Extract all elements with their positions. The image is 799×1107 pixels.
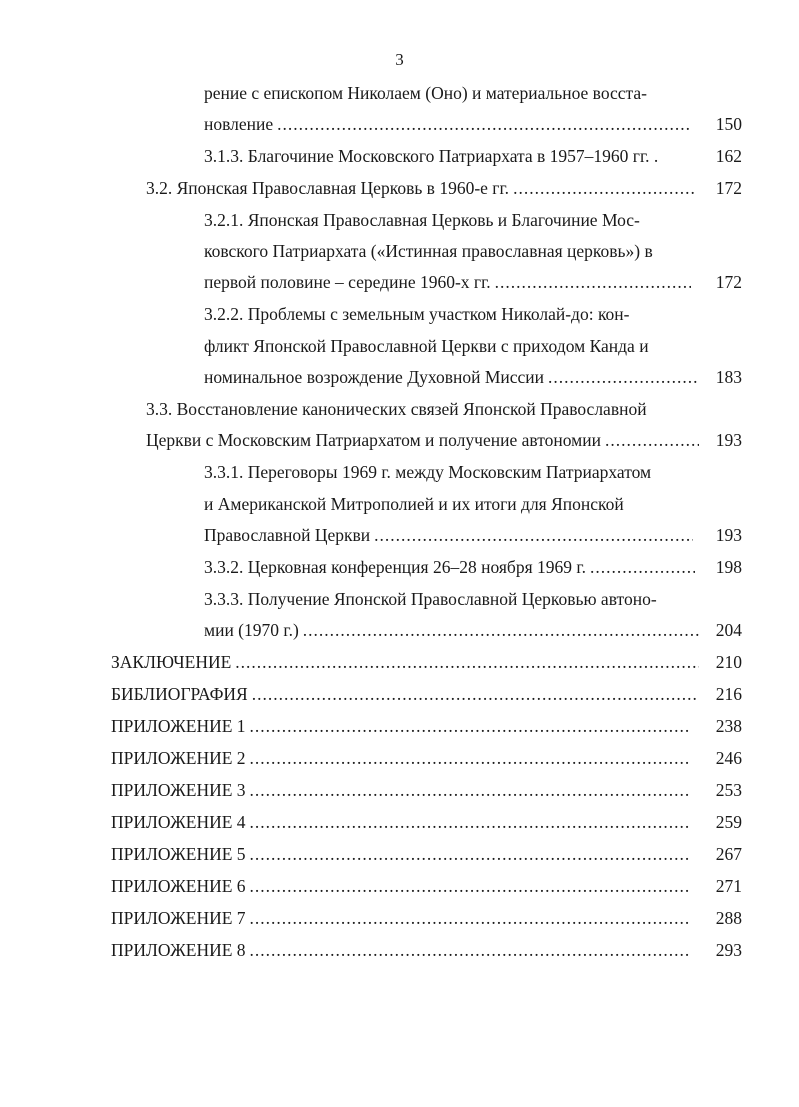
toc-entry-appendix[interactable] <box>0 775 799 806</box>
toc-page-number: 172 <box>715 272 742 292</box>
toc-page-number: 198 <box>715 557 742 577</box>
toc-entry-title: новление <box>204 114 274 134</box>
toc-entry-title: 3.1.3. Благочиние Московского Патриархата в 1957–1960 гг. . <box>204 146 659 166</box>
toc-entry-title: ПРИЛОЖЕНИЕ 3 <box>111 780 246 800</box>
toc-page-number: 210 <box>715 652 742 672</box>
toc-entry-title: ПРИЛОЖЕНИЕ 4 <box>111 812 246 832</box>
toc-entry-title: ПРИЛОЖЕНИЕ 1 <box>111 716 246 736</box>
toc-entry-appendix[interactable] <box>0 935 799 966</box>
toc-entry-title: ПРИЛОЖЕНИЕ 7 <box>111 908 246 928</box>
toc-entry[interactable] <box>0 141 799 172</box>
toc-entry-appendix[interactable] <box>0 711 799 742</box>
toc-entry-title: мии (1970 г.) <box>204 620 299 640</box>
leader-dots <box>246 903 691 934</box>
leader-dots <box>544 362 697 393</box>
toc-entry-title: Церкви с Московским Патриархатом и получение автономии <box>146 430 601 450</box>
leader-dots <box>370 520 693 551</box>
toc-page-number: 253 <box>715 780 742 800</box>
toc-page-number: 271 <box>715 876 742 896</box>
leader-dots <box>246 871 691 902</box>
toc-page-number: 193 <box>715 430 742 450</box>
toc-entry-title: ПРИЛОЖЕНИЕ 5 <box>111 844 246 864</box>
toc-entry[interactable] <box>0 520 799 551</box>
toc-page-number: 259 <box>715 812 742 832</box>
toc-entry-title: ПРИЛОЖЕНИЕ 6 <box>111 876 246 896</box>
toc-entry-line: 3.2.1. Японская Православная Церковь и Благочиние Мос- <box>204 210 640 230</box>
toc-entry-conclusion[interactable] <box>0 647 799 678</box>
toc-entry-title: ЗАКЛЮЧЕНИЕ <box>111 652 232 672</box>
toc-entry-appendix[interactable] <box>0 903 799 934</box>
toc-page-number: 150 <box>715 114 742 134</box>
toc-page-number: 246 <box>715 748 742 768</box>
toc-entry[interactable] <box>0 362 799 393</box>
toc-entry-title: 3.2. Японская Православная Церковь в 1960-е гг. <box>146 178 510 198</box>
toc-page-number: 288 <box>715 908 742 928</box>
leader-dots <box>491 267 691 298</box>
leader-dots <box>246 839 691 870</box>
toc-page-number: 172 <box>715 178 742 198</box>
leader-dots <box>246 935 691 966</box>
leader-dots <box>246 711 691 742</box>
toc-page-number: 193 <box>715 525 742 545</box>
toc-entry-title: Православной Церкви <box>204 525 371 545</box>
toc-entry-appendix[interactable] <box>0 871 799 902</box>
toc-entry-line: рение с епископом Николаем (Оно) и материальное восста- <box>204 83 647 103</box>
toc-page-number: 238 <box>715 716 742 736</box>
toc-entry[interactable] <box>0 173 799 204</box>
toc-entry-line: 3.3.1. Переговоры 1969 г. между Московским Патриархатом <box>204 462 652 482</box>
toc-entry-title: первой половине – середине 1960-х гг. <box>204 272 491 292</box>
toc-entry-line: ковского Патриархата («Истинная православная церковь») в <box>204 241 653 261</box>
leader-dots <box>246 775 691 806</box>
leader-dots <box>248 679 697 710</box>
leader-dots <box>273 109 691 140</box>
toc-entry-bibliography[interactable] <box>0 679 799 710</box>
toc-entry-appendix[interactable] <box>0 743 799 774</box>
page-number: 3 <box>395 50 404 69</box>
toc-entry-title: ПРИЛОЖЕНИЕ 2 <box>111 748 246 768</box>
toc-entry[interactable] <box>0 267 799 298</box>
toc-page-number: 267 <box>715 844 742 864</box>
toc-entry-title: номинальное возрождение Духовной Миссии <box>204 367 545 387</box>
leader-dots <box>509 173 697 204</box>
toc-entry-line: 3.2.2. Проблемы с земельным участком Николай-до: кон- <box>204 304 630 324</box>
leader-dots <box>246 743 691 774</box>
toc-entry[interactable] <box>0 552 799 583</box>
toc-entry-title: ПРИЛОЖЕНИЕ 8 <box>111 940 246 960</box>
toc-entry-title: БИБЛИОГРАФИЯ <box>111 684 248 704</box>
toc-entry-line: 3.3.3. Получение Японской Православной Церковью автоно- <box>204 589 657 609</box>
leader-dots <box>246 807 691 838</box>
toc-entry[interactable] <box>0 109 799 140</box>
toc-page-number: 293 <box>715 940 742 960</box>
toc-entry-line: 3.3. Восстановление канонических связей Японской Православной <box>146 399 647 419</box>
toc-entry-appendix[interactable] <box>0 807 799 838</box>
toc-page-number: 216 <box>715 684 742 704</box>
leader-dots <box>299 615 699 646</box>
leader-dots <box>601 425 699 456</box>
toc-page-number: 183 <box>715 367 742 387</box>
toc-entry[interactable] <box>0 615 799 646</box>
leader-dots <box>231 647 699 678</box>
toc-page-number: 204 <box>715 620 742 640</box>
leader-dots <box>586 552 695 583</box>
toc-entry[interactable] <box>0 425 799 456</box>
toc-entry-title: 3.3.2. Церковная конференция 26–28 ноября 1969 г. <box>204 557 586 577</box>
toc-entry-line: и Американской Митрополией и их итоги для Японской <box>204 494 624 514</box>
toc-entry-appendix[interactable] <box>0 839 799 870</box>
toc-page-number: 162 <box>715 146 742 166</box>
toc-entry-line: фликт Японской Православной Церкви с приходом Канда и <box>204 336 649 356</box>
